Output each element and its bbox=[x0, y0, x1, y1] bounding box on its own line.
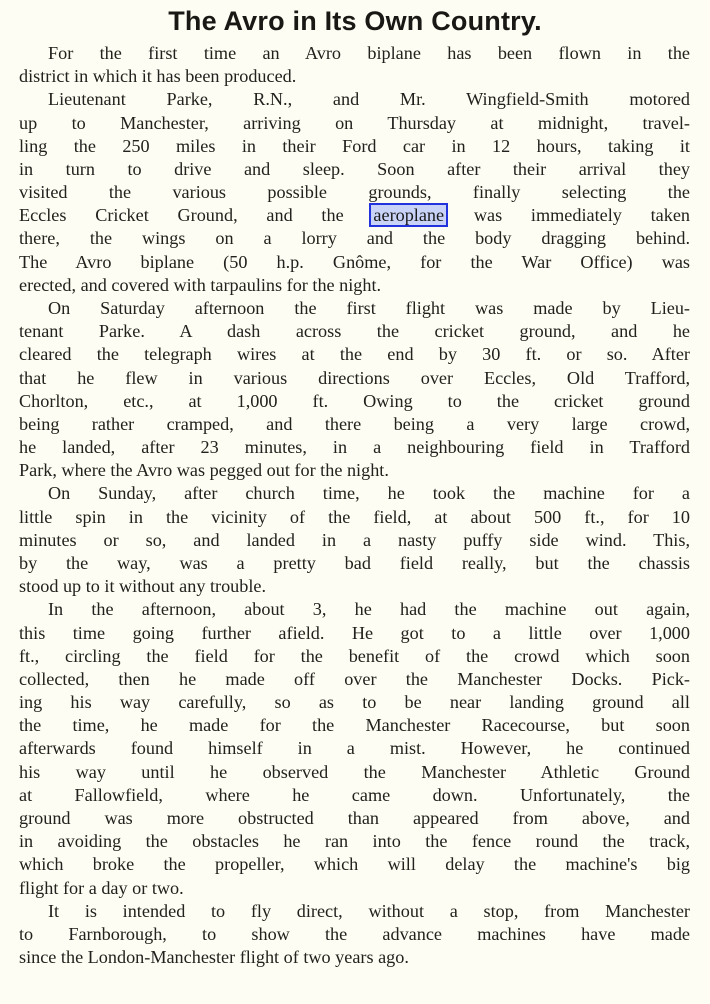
text-line: erected, and covered with tarpaulins for the night. bbox=[19, 274, 382, 295]
article-title: The Avro in Its Own Country. bbox=[168, 6, 542, 36]
text-line: the time, he made for the Manchester Racecourse, but soon bbox=[19, 715, 690, 736]
text-line: visited the various possible grounds, finally selecting the bbox=[19, 182, 690, 203]
text-line: which broke the propeller, which will delay the machine's big bbox=[19, 854, 690, 875]
text-line: ing his way carefully, so as to be near landing ground all bbox=[19, 692, 690, 712]
text-line: ling the 250 miles in their Ford car in 12 hours, taking it bbox=[19, 135, 690, 156]
text-line: at Fallowfield, where he came down. Unfortunately, the bbox=[19, 784, 690, 805]
text-line: being rather cramped, and there being a very large crowd, bbox=[19, 413, 690, 434]
text-line: On Sunday, after church time, he took the machine for a bbox=[48, 483, 690, 504]
text-line: up to Manchester, arriving on Thursday at midnight, travel- bbox=[19, 112, 690, 133]
text-line: Park, where the Avro was pegged out for the night. bbox=[19, 460, 389, 481]
highlighted-word[interactable]: aeroplane bbox=[373, 205, 445, 226]
text-line: ground was more obstructed than appeared from above, and bbox=[19, 807, 690, 828]
text-line: in avoiding the obstacles he ran into the fence round the track, bbox=[19, 831, 690, 852]
text-line: Chorlton, etc., at 1,000 ft. Owing to the cricket ground bbox=[19, 390, 690, 411]
text-line: he landed, after 23 minutes, in a neighbouring field in Trafford bbox=[19, 437, 690, 458]
text-line: collected, then he made off over the Manchester Docks. Pick- bbox=[19, 668, 690, 689]
text-line: The Avro biplane (50 h.p. Gnôme, for the War Office) was bbox=[19, 251, 690, 272]
text-line: minutes or so, and landed in a nasty puffy side wind. This, bbox=[19, 529, 690, 550]
text-line: stood up to it without any trouble. bbox=[19, 576, 267, 597]
text-line: cleared the telegraph wires at the end by 30 ft. or so. After bbox=[19, 344, 690, 365]
text-line bbox=[19, 204, 690, 227]
text-line: by the way, was a pretty bad field really, but the chassis bbox=[19, 553, 690, 573]
text-line: since the London-Manchester flight of two years ago. bbox=[19, 947, 409, 967]
text-line: little spin in the vicinity of the field, at about 500 ft., for 10 bbox=[19, 506, 690, 527]
text-line: there, the wings on a lorry and the body dragging behind. bbox=[19, 228, 690, 249]
text-line: district in which it has been produced. bbox=[19, 66, 297, 87]
text-line: in turn to drive and sleep. Soon after their arrival they bbox=[19, 158, 690, 179]
text-line: to Farnborough, to show the advance machines have made bbox=[19, 923, 690, 944]
text-line: Lieutenant Parke, R.N., and Mr. Wingfield-Smith motored bbox=[48, 89, 690, 110]
text-line: flight for a day or two. bbox=[19, 877, 184, 898]
text-line: In the afternoon, about 3, he had the machine out again, bbox=[48, 599, 690, 620]
text-line: afterwards found himself in a mist. However, he continued bbox=[19, 738, 690, 759]
text-line: ft., circling the field for the benefit of the crowd which soon bbox=[19, 645, 690, 666]
text-segment: Eccles Cricket Ground, and the bbox=[19, 205, 344, 226]
text-segment: was immediately taken bbox=[473, 205, 690, 226]
text-line: On Saturday afternoon the first flight was made by Lieu- bbox=[48, 298, 690, 318]
text-line: that he flew in various directions over Eccles, Old Trafford, bbox=[19, 367, 690, 388]
text-line: his way until he observed the Manchester Athletic Ground bbox=[19, 761, 690, 782]
text-line: For the first time an Avro biplane has been flown in the bbox=[48, 43, 690, 63]
text-line: this time going further afield. He got to a little over 1,000 bbox=[19, 622, 690, 643]
text-line: tenant Parke. A dash across the cricket ground, and he bbox=[19, 321, 690, 342]
text-line: It is intended to fly direct, without a stop, from Manchester bbox=[48, 900, 690, 921]
